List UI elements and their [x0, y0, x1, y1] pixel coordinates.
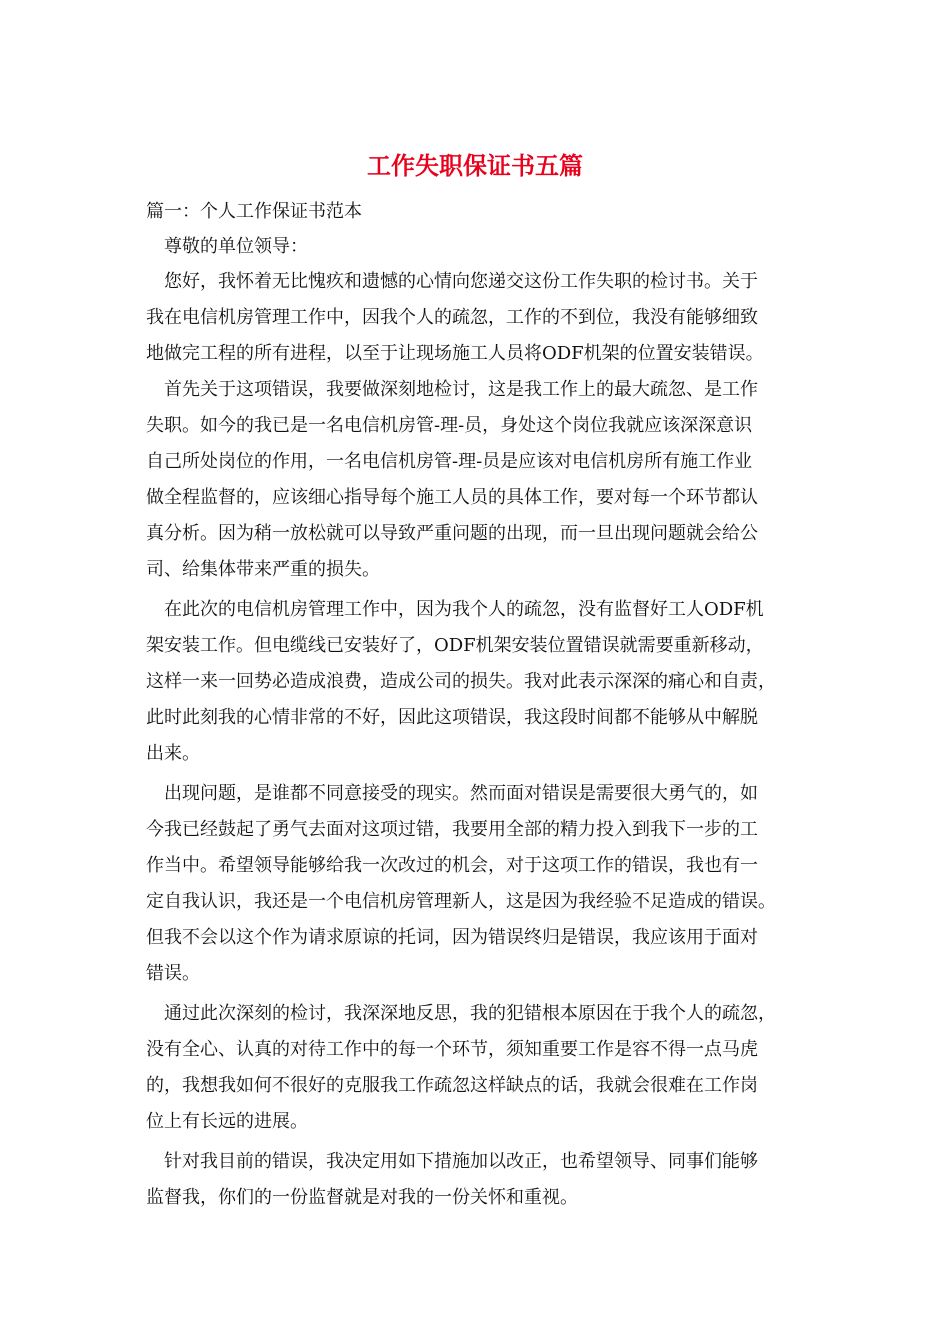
body-line: 没有全心、认真的对待工作中的每一个环节，须知重要工作是容不得一点马虎	[146, 1039, 758, 1060]
body-line: 错误。	[146, 963, 200, 984]
body-line: 在此次的电信机房管理工作中，因为我个人的疏忽，没有监督好工人ODF机	[146, 599, 764, 620]
body-line: 但我不会以这个作为请求原谅的托词，因为错误终归是错误，我应该用于面对	[146, 927, 758, 948]
salutation: 尊敬的单位领导：	[146, 236, 308, 257]
body-line: 此时此刻我的心情非常的不好，因此这项错误，我这段时间都不能够从中解脱	[146, 707, 758, 728]
body-line: 这样一来一回势必造成浪费，造成公司的损失。我对此表示深深的痛心和自责，	[146, 671, 776, 692]
body-line: 针对我目前的错误，我决定用如下措施加以改正，也希望领导、同事们能够	[146, 1151, 758, 1172]
body-line: 作当中。希望领导能够给我一次改过的机会，对于这项工作的错误，我也有一	[146, 855, 758, 876]
section-heading: 篇一：个人工作保证书范本	[146, 201, 362, 222]
body-line: 出现问题，是谁都不同意接受的现实。然而面对错误是需要很大勇气的，如	[146, 783, 758, 804]
body-line: 做全程监督的，应该细心指导每个施工人员的具体工作，要对每一个环节都认	[146, 487, 758, 508]
body-line: 定自我认识，我还是一个电信机房管理新人，这是因为我经验不足造成的错误。	[146, 891, 776, 912]
body-line: 地做完工程的所有进程，以至于让现场施工人员将ODF机架的位置安装错误。	[146, 343, 764, 364]
body-line: 真分析。因为稍一放松就可以导致严重问题的出现，而一旦出现问题就会给公	[146, 523, 758, 544]
body-line: 监督我，你们的一份监督就是对我的一份关怀和重视。	[146, 1187, 578, 1208]
body-line: 架安装工作。但电缆线已安装好了，ODF机架安装位置错误就需要重新移动，	[146, 635, 764, 656]
body-line: 今我已经鼓起了勇气去面对这项过错，我要用全部的精力投入到我下一步的工	[146, 819, 758, 840]
body-line: 您好，我怀着无比愧疚和遗憾的心情向您递交这份工作失职的检讨书。关于	[146, 271, 758, 292]
body-line: 自己所处岗位的作用，一名电信机房管-理-员是应该对电信机房所有施工作业	[146, 451, 753, 472]
body-line: 司、给集体带来严重的损失。	[146, 559, 380, 580]
body-line: 我在电信机房管理工作中，因我个人的疏忽，工作的不到位，我没有能够细致	[146, 307, 758, 328]
body-line: 位上有长远的进展。	[146, 1111, 308, 1132]
body-line: 失职。如今的我已是一名电信机房管-理-员，身处这个岗位我就应该深深意识	[146, 415, 753, 436]
document-title: 工作失职保证书五篇	[367, 151, 583, 180]
body-line: 通过此次深刻的检讨，我深深地反思，我的犯错根本原因在于我个人的疏忽，	[146, 1003, 776, 1024]
body-line: 的，我想我如何不很好的克服我工作疏忽这样缺点的话，我就会很难在工作岗	[146, 1075, 758, 1096]
body-line: 首先关于这项错误，我要做深刻地检讨，这是我工作上的最大疏忽、是工作	[146, 379, 758, 400]
body-line: 出来。	[146, 743, 200, 764]
